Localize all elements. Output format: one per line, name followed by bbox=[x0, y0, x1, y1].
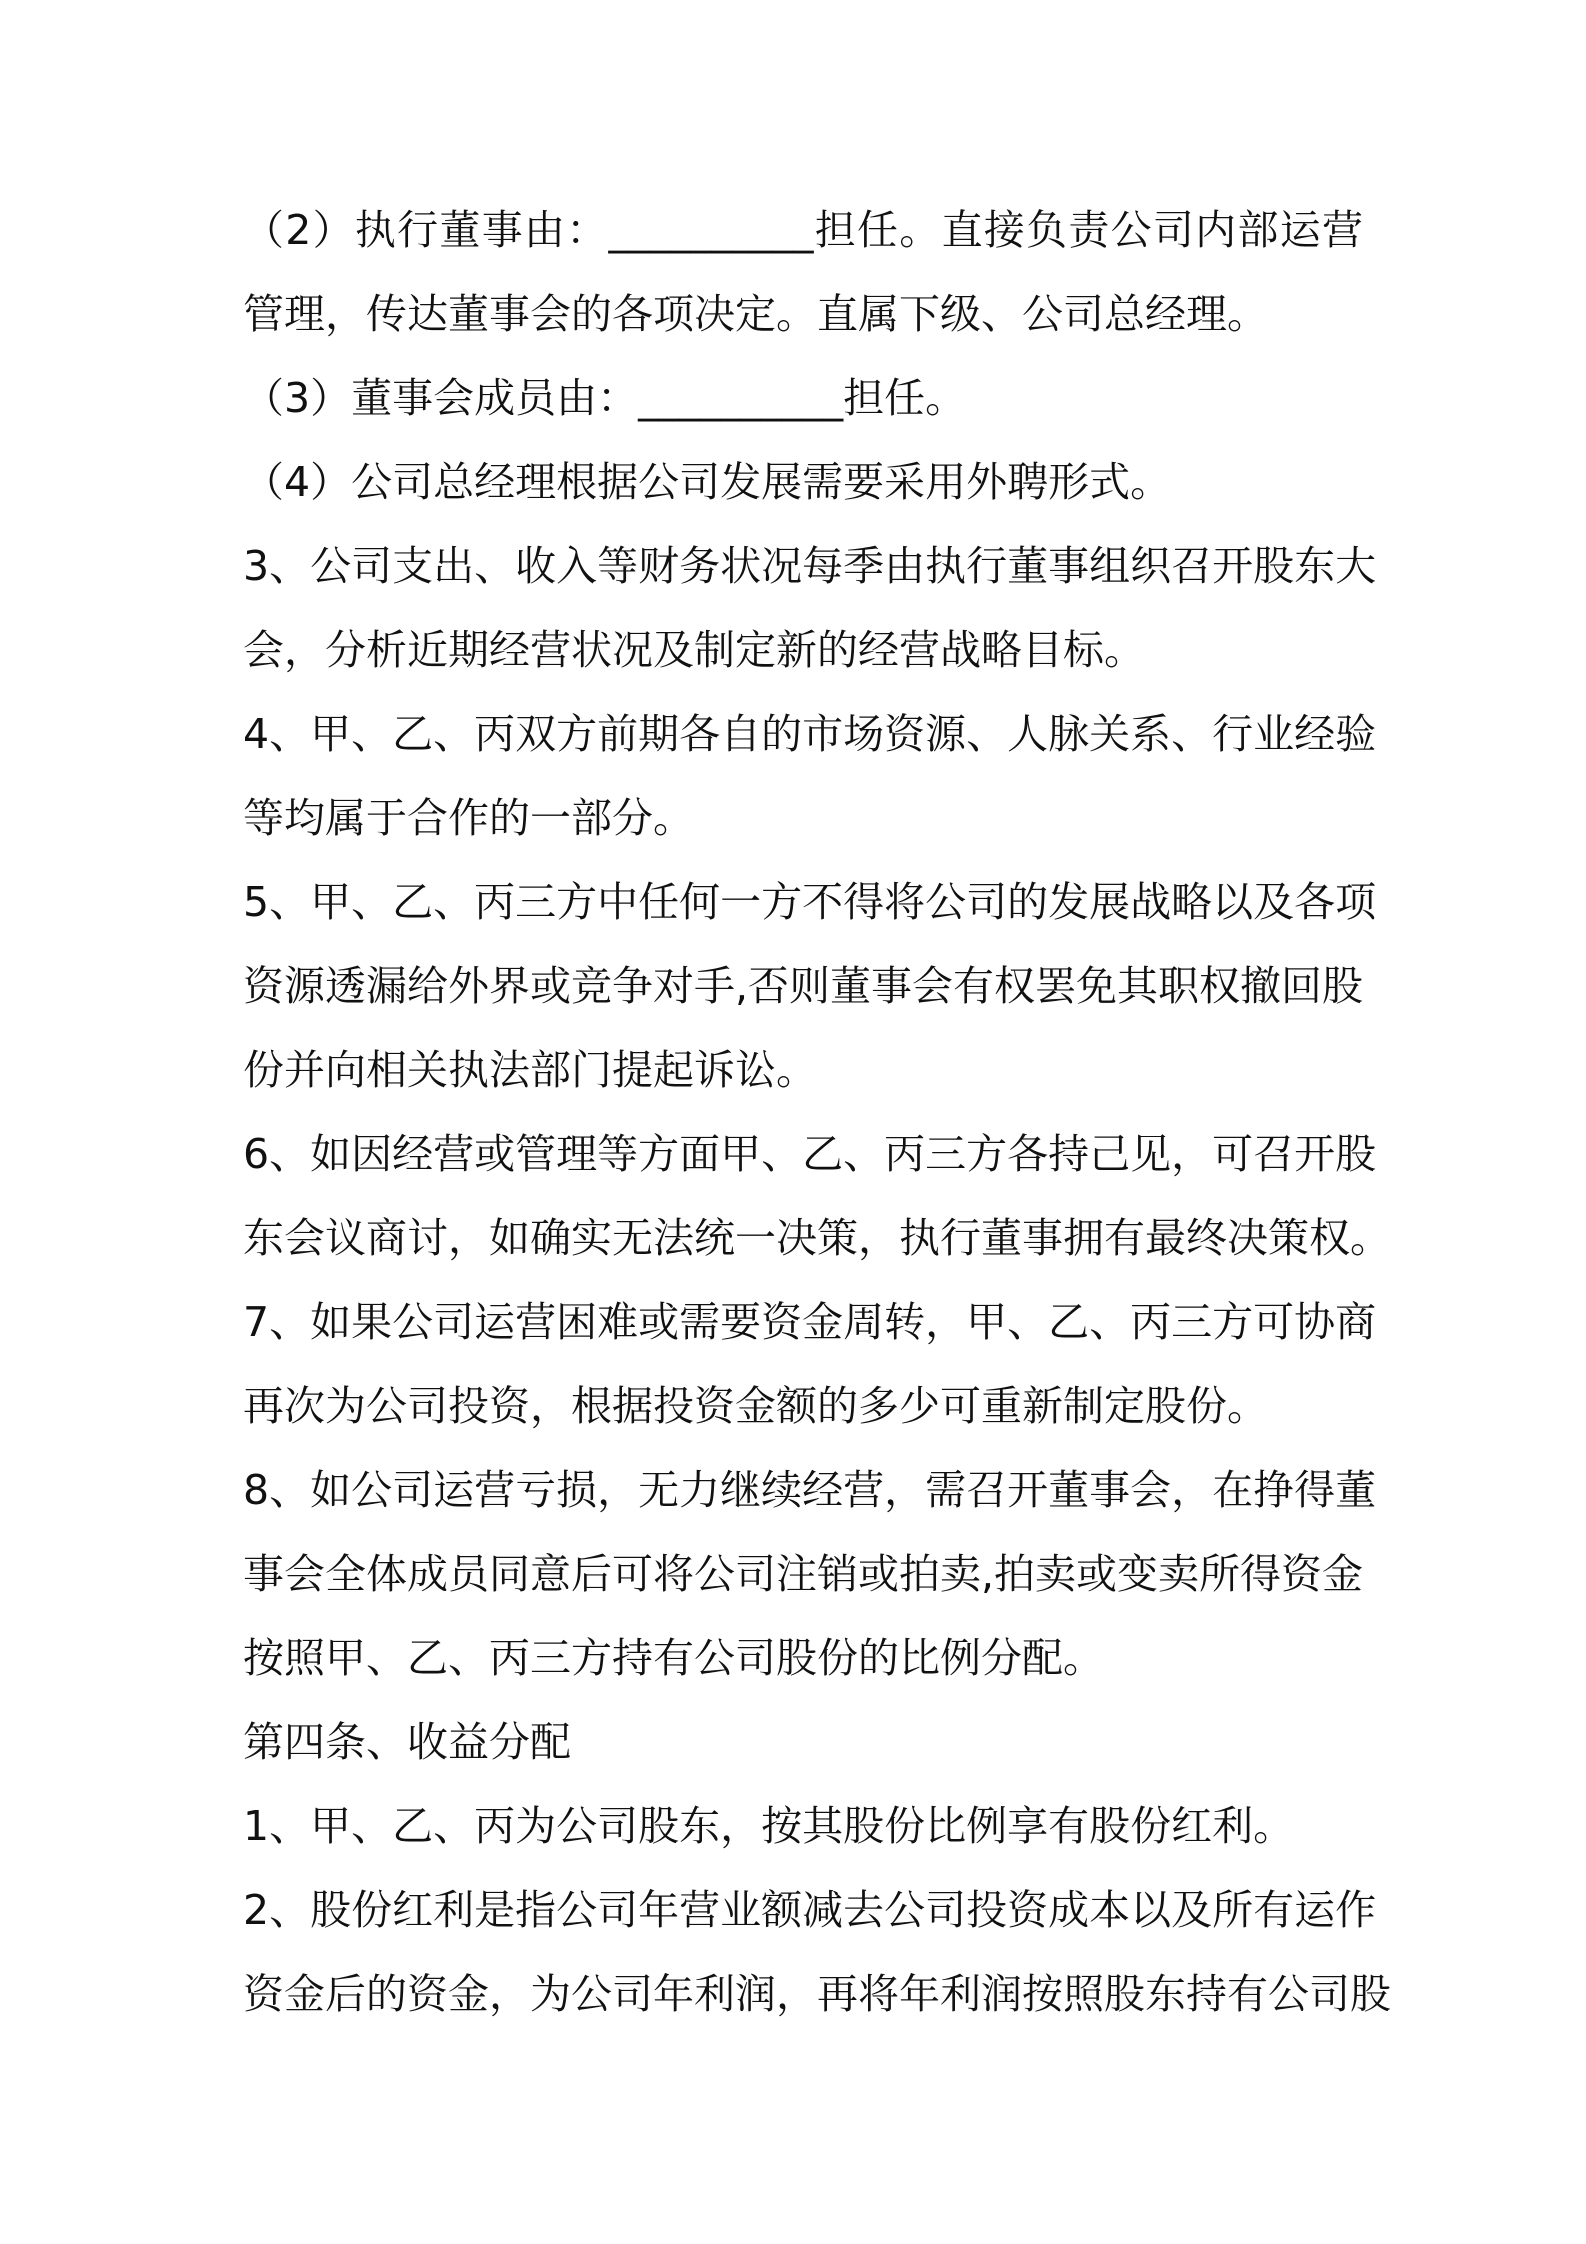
clause-3-cont: 会，分析近期经营状况及制定新的经营战略目标。 bbox=[243, 626, 1145, 674]
profit-clause-1: 1、甲、乙、丙为公司股东，按其股份比例享有股份红利。 bbox=[243, 1802, 1295, 1850]
clause-executive-director: （2）执行董事由：__________担任。直接负责公司内部运营 bbox=[243, 206, 1363, 254]
clause-4-cont: 等均属于合作的一部分。 bbox=[243, 794, 694, 842]
clause-8: 8、如公司运营亏损，无力继续经营，需召开董事会，在挣得董 bbox=[243, 1466, 1377, 1514]
clause-6-cont: 东会议商讨，如确实无法统一决策，执行董事拥有最终决策权。 bbox=[243, 1214, 1391, 1262]
clause-executive-director-cont: 管理，传达董事会的各项决定。直属下级、公司总经理。 bbox=[243, 290, 1268, 338]
clause-board-members: （3）董事会成员由：__________担任。 bbox=[243, 374, 967, 422]
clause-5-cont-2: 份并向相关执法部门提起诉讼。 bbox=[243, 1046, 817, 1094]
clause-7-cont: 再次为公司投资，根据投资金额的多少可重新制定股份。 bbox=[243, 1382, 1268, 1430]
profit-clause-2-cont: 资金后的资金，为公司年利润，再将年利润按照股东持有公司股 bbox=[243, 1970, 1391, 2018]
clause-4: 4、甲、乙、丙双方前期各自的市场资源、人脉关系、行业经验 bbox=[243, 710, 1377, 758]
clause-8-cont-2: 按照甲、乙、丙三方持有公司股份的比例分配。 bbox=[243, 1634, 1104, 1682]
clause-7: 7、如果公司运营困难或需要资金周转，甲、乙、丙三方可协商 bbox=[243, 1298, 1377, 1346]
clause-6: 6、如因经营或管理等方面甲、乙、丙三方各持己见，可召开股 bbox=[243, 1130, 1377, 1178]
clause-5: 5、甲、乙、丙三方中任何一方不得将公司的发展战略以及各项 bbox=[243, 878, 1377, 926]
clause-3: 3、公司支出、收入等财务状况每季由执行董事组织召开股东大 bbox=[243, 542, 1377, 590]
clause-5-cont-1: 资源透漏给外界或竞争对手,否则董事会有权罢免其职权撤回股 bbox=[243, 962, 1364, 1010]
clause-8-cont-1: 事会全体成员同意后可将公司注销或拍卖,拍卖或变卖所得资金 bbox=[243, 1550, 1364, 1598]
profit-clause-2: 2、股份红利是指公司年营业额减去公司投资成本以及所有运作 bbox=[243, 1886, 1377, 1934]
section-heading-profit-distribution: 第四条、收益分配 bbox=[243, 1718, 571, 1766]
clause-general-manager: （4）公司总经理根据公司发展需要采用外聘形式。 bbox=[243, 458, 1172, 506]
